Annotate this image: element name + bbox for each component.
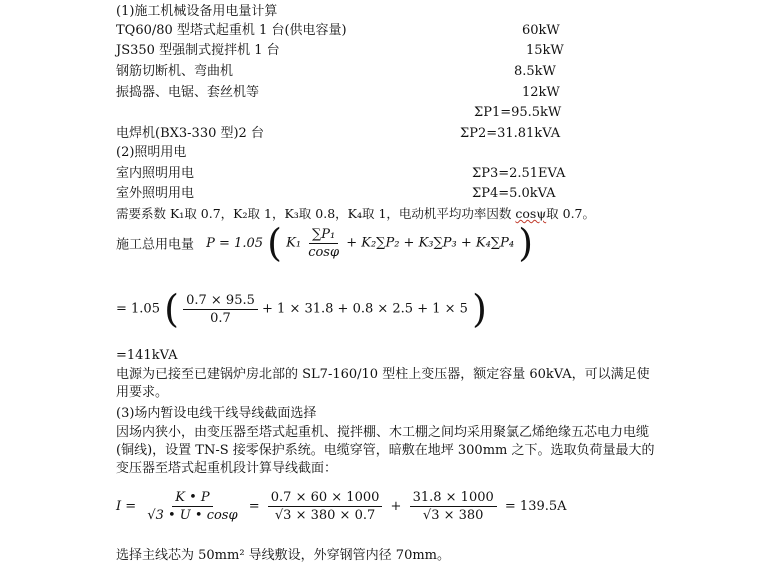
formula-current: [116, 490, 567, 523]
formula2-rest: + 1 × 31.8 + 0.8 × 2.5 + 1 × 5: [262, 301, 468, 317]
machine-label: JS350 型强制式搅拌机 1 台: [116, 43, 280, 58]
indoor-value: ΣP3=2.51EVA: [472, 166, 566, 181]
outdoor-label: 室外照明用电: [116, 186, 195, 201]
formula3-lhs: I =: [116, 499, 137, 514]
p1-sum: ΣP1=95.5kW: [474, 105, 562, 120]
paren-open: (: [164, 287, 179, 331]
formula3-f1-den: √3 • U • cosφ: [147, 508, 238, 523]
formula-frac-den: cosφ: [308, 244, 340, 260]
formula3-fraction-1: [144, 490, 240, 523]
outdoor-value: ΣP4=5.0kVA: [472, 186, 556, 201]
formula3-fraction-3: [410, 490, 497, 523]
formula-total-power: [116, 221, 534, 265]
machine-label: 振捣器、电锯、套丝机等: [116, 85, 260, 100]
section3-paragraph: 因场内狭小，由变压器至塔式起重机、搅拌棚、木工棚之间均采用聚氯乙烯绝缘五芯电力电缆(铜线)，设置 TN-S 接零保护系统。电缆穿管，暗敷在地坪 300mm 之下。选取负荷量最大的变压器至塔式起重机段计算导线截面：: [116, 425, 655, 476]
section1-heading: (1)施工机械设备用电量计算: [116, 4, 278, 19]
section2-heading: (2)照明用电: [116, 145, 187, 160]
formula-k1: K₁: [286, 235, 302, 251]
formula3-f1-num: K • P: [172, 490, 212, 507]
machine-label: 钢筋切断机、弯曲机: [116, 64, 234, 79]
machine-value: 60kW: [522, 23, 560, 38]
formula3-fraction-2: [268, 490, 383, 523]
formula2-lhs: = 1.05: [116, 301, 160, 317]
machine-value: 8.5kW: [514, 64, 556, 79]
paren-close: ): [518, 221, 534, 265]
paren-open: (: [267, 221, 282, 265]
formula-frac-num: ∑P₁: [309, 227, 338, 244]
formula3-f3-den: √3 × 380: [422, 508, 484, 523]
coefficient-prefix: 需要系数 K₁取 0.7，K₂取 1，K₃取 0.8，K₄取 1，电动机平均功率因数: [116, 206, 516, 221]
coefficient-suffix: 取 0.7。: [546, 206, 596, 221]
formula3-f2-den: √3 × 380 × 0.7: [274, 508, 376, 523]
formula-fraction: [305, 227, 342, 260]
formula3-eq: =: [248, 499, 260, 514]
welder-label: 电焊机(BX3-330 型)2 台: [116, 126, 264, 141]
formula3-result: = 139.5A: [504, 499, 567, 514]
document-page: [116, 0, 756, 573]
formula2-fraction: [183, 293, 258, 326]
transformer-text: 电源为已接至已建锅炉房北部的 SL7-160/10 型柱上变压器，额定容量 60kVA，可以满足使用要求。: [116, 367, 650, 400]
formula3-f2-num: 0.7 × 60 × 1000: [268, 490, 383, 507]
formula3-f3-num: 31.8 × 1000: [410, 490, 497, 507]
conclusion-text: 选择主线芯为 50mm² 导线敷设，外穿钢管内径 70mm。: [116, 548, 451, 563]
coefficient-line: [116, 205, 595, 222]
p2-sum: ΣP2=31.81kVA: [460, 126, 561, 141]
formula2-frac-num: 0.7 × 95.5: [183, 293, 258, 310]
formula-label: 施工总用电量: [116, 237, 195, 253]
formula3-plus: +: [390, 499, 402, 514]
machine-value: 15kW: [526, 43, 564, 58]
section3-heading: (3)场内暂设电线干线导线截面选择: [116, 406, 317, 421]
coefficient-cos: cosψ: [515, 206, 547, 221]
paren-close: ): [472, 287, 487, 331]
formula2-frac-den: 0.7: [210, 310, 231, 326]
machine-label: TQ60/80 型塔式起重机 1 台(供电容量): [116, 23, 347, 38]
machine-value: 12kW: [522, 85, 560, 100]
formula-rest: + K₂∑P₂ + K₃∑P₃ + K₄∑P₄: [346, 235, 515, 251]
result-value: =141kVA: [116, 348, 178, 363]
indoor-label: 室内照明用电: [116, 166, 195, 181]
formula-lhs: P = 1.05: [206, 235, 264, 251]
formula-substitution: [116, 287, 487, 331]
